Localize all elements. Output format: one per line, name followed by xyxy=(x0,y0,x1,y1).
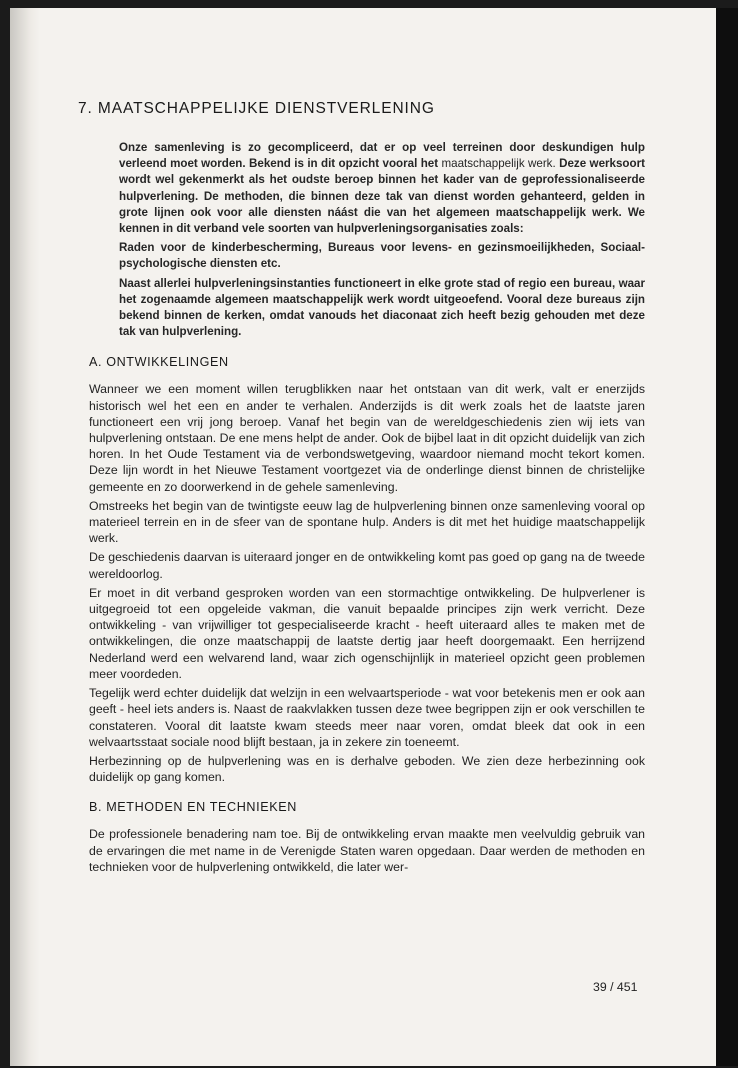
section-ontwikkelingen xyxy=(89,381,645,785)
intro-paragraph: Naast allerlei hulpverleningsinstanties functioneert in elke grote stad of regio een bureau, waar het zogenaamde algemeen maatschappelijk werk wordt uitgeoefend. Vooral deze bureaus zijn bekend binnen de kerken, omdat vanouds het diaconaat zich heeft bezig gehouden met deze tak van hulpverlening. xyxy=(119,276,645,339)
page-number: 39 / 451 xyxy=(593,980,638,994)
intro-block xyxy=(119,140,645,340)
intro-emphasis: maatschappelijk werk. xyxy=(441,157,556,171)
body-paragraph: Tegelijk werd echter duidelijk dat welzijn in een welvaartsperiode - wat voor betekenis men er ook aan geeft - heel iets anders is. Naast de raakvlakken tussen deze twee begrippen zijn er ook verschillen te constateren. Vooral dit laatste kwam steeds meer naar voren, omdat bleek dat ook in een welvaartsstaat sociale nood blijft bestaan, ja in zekere zin toeneemt. xyxy=(89,686,645,749)
scan-border xyxy=(716,8,738,1066)
intro-text: Onze samenleving is zo gecompliceerd, dat er op veel terreinen door deskundigen hulp verleend moet worden. Bekend is in dit opzicht vooral het xyxy=(119,141,645,171)
body-paragraph: Wanneer we een moment willen terugblikken naar het ontstaan van dit werk, valt er enerzijds historisch wel het een en ander te verhalen. Anderzijds is dit werk zoals het de laatste jaren functioneert een vrij jong beroep. Vanaf het begin van de wereldgeschiedenis zien wij iets van hulpverlening ontstaan. De ene mens helpt de ander. Ook de bijbel laat in dit opzicht duidelijk van zich horen. In het Oude Testament via de verbondswetgeving, waardoor niemand mocht tekort komen. Deze lijn wordt in het Nieuwe Testament voortgezet via de onderlinge dienst binnen de christelijke gemeente en zo doorwerkend in de gehele samenleving. xyxy=(89,382,645,494)
section-heading-ontwikkelingen: A. ONTWIKKELINGEN xyxy=(89,355,229,370)
section-heading-methoden: B. METHODEN EN TECHNIEKEN xyxy=(89,800,297,815)
body-paragraph: De geschiedenis daarvan is uiteraard jonger en de ontwikkeling komt pas goed op gang na de tweede wereldoorlog. xyxy=(89,550,645,581)
body-paragraph: Herbezinning op de hulpverlening was en is derhalve geboden. We zien deze herbezinning ook duidelijk op gang komen. xyxy=(89,753,645,785)
chapter-title: 7. MAATSCHAPPELIJKE DIENSTVERLENING xyxy=(78,100,435,117)
body-paragraph: De professionele benadering nam toe. Bij de ontwikkeling ervan maakte men veelvuldig gebruik van de ervaringen die met name in de Verenigde Staten waren opgedaan. Daar werden de methoden en technieken voor de hulpverlening ontwikkeld, die later wer- xyxy=(89,827,645,874)
intro-paragraph: Raden voor de kinderbescherming, Bureaus voor levens- en gezinsmoeilijkheden, Sociaal-psychologische diensten etc. xyxy=(119,241,645,271)
scanned-page xyxy=(10,8,716,1066)
body-paragraph: Omstreeks het begin van de twintigste eeuw lag de hulpverlening binnen onze samenleving vooral op materieel terrein en in de sfeer van de spontane hulp. Anders is dit met het huidige maatschappelijk werk. xyxy=(89,498,645,546)
intro-text: Deze werksoort wordt wel gekenmerkt als het oudste beroep binnen het kader van de geprofessionaliseerde hulpverlening. De methoden, die binnen deze tak van dienst worden gehanteerd, gelden in grote lijnen ook voor alle diensten náást die van het algemeen maatschappelijk werk. We kennen in dit verband vele soorten van hulpverleningsorganisaties zoals: xyxy=(119,157,645,236)
page-content xyxy=(78,100,645,878)
section-methoden xyxy=(89,826,645,875)
body-paragraph: Er moet in dit verband gesproken worden van een stormachtige ontwikkeling. De hulpverlener is uitgegroeid tot een opgeleide vakman, die vanuit bepaalde principes zijn werk verricht. Deze ontwikkeling - van vrijwilliger tot gespecialiseerde kracht - heeft uiteraard alles te maken met de ontwikkelingen, die onze maatschappij de laatste dertig jaar heeft doorgemaakt. Een herrijzend Nederland werd een welvarend land, waar zich ogenschijnlijk in materieel opzicht geen problemen meer voordeden. xyxy=(89,585,645,681)
intro-paragraph xyxy=(119,140,645,237)
binding-shadow xyxy=(10,8,40,1066)
